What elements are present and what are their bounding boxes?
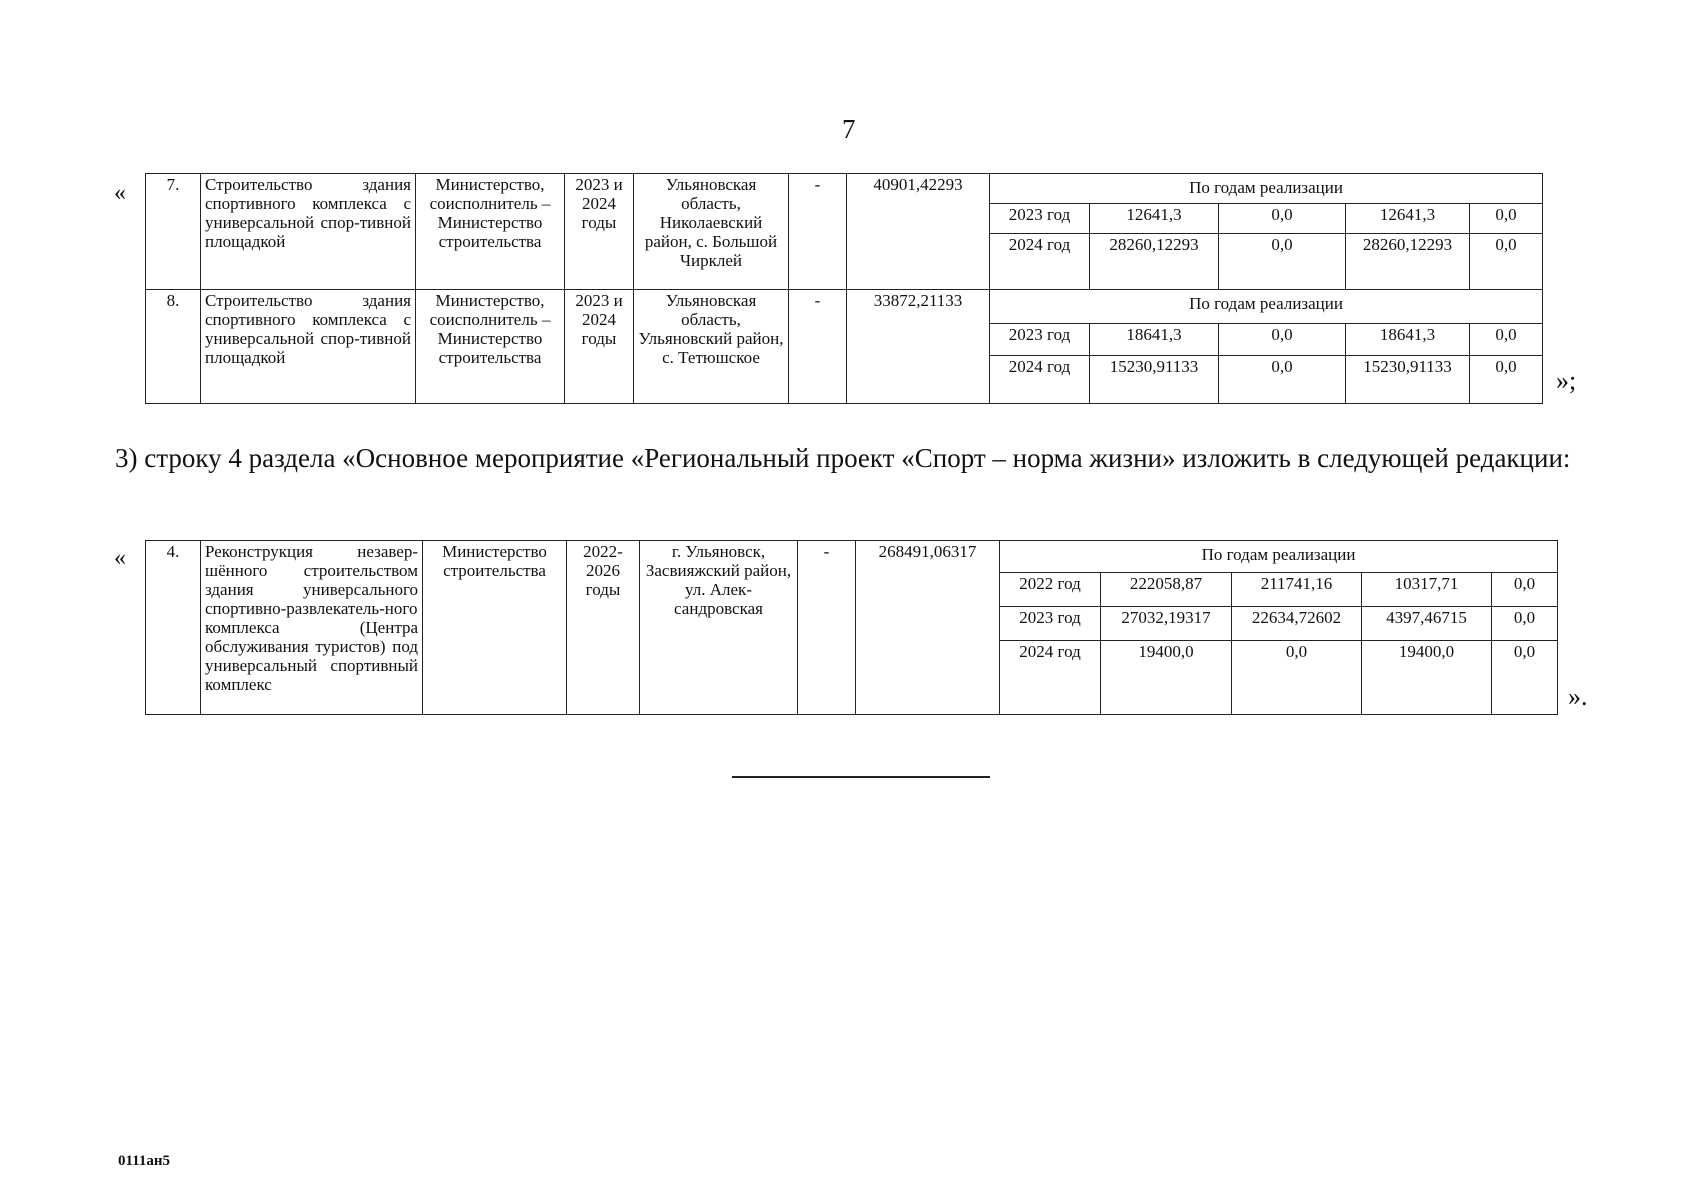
page-number: 7 bbox=[842, 114, 856, 144]
years-header: По годам реализации bbox=[990, 290, 1543, 324]
years-header: По годам реализации bbox=[1000, 541, 1558, 573]
executor: Министерство, соисполнитель – Министерство строительства bbox=[416, 290, 565, 404]
year-value: 4397,46715 bbox=[1362, 607, 1492, 641]
years-header: По годам реализации bbox=[990, 174, 1543, 204]
location: Ульяновская область, Николаевский район, с. Большой Чирклей bbox=[634, 174, 789, 290]
year-value: 211741,16 bbox=[1232, 573, 1362, 607]
projects-table-1 bbox=[145, 173, 1543, 404]
table-row bbox=[146, 290, 1543, 324]
executor: Министерство строительства bbox=[423, 541, 567, 715]
year-value: 0,0 bbox=[1492, 573, 1558, 607]
year-label: 2023 год bbox=[990, 324, 1090, 356]
separator-line bbox=[732, 776, 990, 778]
dash-cell: - bbox=[789, 174, 847, 290]
project-name: Строительство здания спортивного комплекса с универсальной спор-тивной площадкой bbox=[201, 174, 416, 290]
year-value: 19400,0 bbox=[1101, 641, 1232, 715]
year-value: 12641,3 bbox=[1346, 204, 1470, 234]
period: 2023 и 2024 годы bbox=[565, 290, 634, 404]
row-number: 7. bbox=[146, 174, 201, 290]
year-value: 0,0 bbox=[1219, 324, 1346, 356]
year-label: 2022 год bbox=[1000, 573, 1101, 607]
row-number: 4. bbox=[146, 541, 201, 715]
year-value: 222058,87 bbox=[1101, 573, 1232, 607]
year-value: 27032,19317 bbox=[1101, 607, 1232, 641]
year-label: 2024 год bbox=[990, 356, 1090, 404]
year-value: 19400,0 bbox=[1362, 641, 1492, 715]
close-quote-2: ». bbox=[1568, 682, 1588, 711]
open-quote-1: « bbox=[114, 180, 126, 206]
row-number: 8. bbox=[146, 290, 201, 404]
year-label: 2023 год bbox=[1000, 607, 1101, 641]
year-value: 0,0 bbox=[1470, 356, 1543, 404]
year-value: 0,0 bbox=[1470, 324, 1543, 356]
year-value: 18641,3 bbox=[1090, 324, 1219, 356]
year-value: 0,0 bbox=[1219, 234, 1346, 290]
close-quote-1: »; bbox=[1556, 366, 1577, 395]
year-value: 0,0 bbox=[1219, 356, 1346, 404]
year-value: 18641,3 bbox=[1346, 324, 1470, 356]
year-value: 28260,12293 bbox=[1346, 234, 1470, 290]
total-amount: 40901,42293 bbox=[847, 174, 990, 290]
open-quote-2: « bbox=[114, 545, 126, 571]
year-value: 0,0 bbox=[1470, 204, 1543, 234]
year-label: 2023 год bbox=[990, 204, 1090, 234]
period: 2022-2026 годы bbox=[567, 541, 640, 715]
year-value: 0,0 bbox=[1232, 641, 1362, 715]
projects-table-2 bbox=[145, 540, 1558, 715]
year-value: 0,0 bbox=[1492, 607, 1558, 641]
document-code: 0111ан5 bbox=[118, 1153, 170, 1169]
total-amount: 33872,21133 bbox=[847, 290, 990, 404]
year-label: 2024 год bbox=[1000, 641, 1101, 715]
location: Ульяновская область, Ульяновский район, с. Тетюшское bbox=[634, 290, 789, 404]
year-value: 28260,12293 bbox=[1090, 234, 1219, 290]
year-value: 0,0 bbox=[1492, 641, 1558, 715]
location: г. Ульяновск, Засвияжский район, ул. Алек-сандровская bbox=[640, 541, 798, 715]
table-row bbox=[146, 174, 1543, 204]
year-label: 2024 год bbox=[990, 234, 1090, 290]
year-value: 22634,72602 bbox=[1232, 607, 1362, 641]
executor: Министерство, соисполнитель – Министерство строительства bbox=[416, 174, 565, 290]
year-value: 0,0 bbox=[1219, 204, 1346, 234]
year-value: 10317,71 bbox=[1362, 573, 1492, 607]
project-name: Реконструкция незавер-шённого строительством здания универсального спортивно-развлекатель-ного комплекса (Центра обслуживания туристов) под универсальный спортивный комплекс bbox=[201, 541, 423, 715]
project-name: Строительство здания спортивного комплекса с универсальной спор-тивной площадкой bbox=[201, 290, 416, 404]
dash-cell: - bbox=[789, 290, 847, 404]
period: 2023 и 2024 годы bbox=[565, 174, 634, 290]
year-value: 0,0 bbox=[1470, 234, 1543, 290]
total-amount: 268491,06317 bbox=[856, 541, 1000, 715]
year-value: 12641,3 bbox=[1090, 204, 1219, 234]
instruction-paragraph: 3) строку 4 раздела «Основное мероприятие «Региональный проект «Спорт – норма жизни» изложить в следующей редакции: bbox=[115, 443, 1571, 473]
year-value: 15230,91133 bbox=[1090, 356, 1219, 404]
dash-cell: - bbox=[798, 541, 856, 715]
year-value: 15230,91133 bbox=[1346, 356, 1470, 404]
table-row bbox=[146, 541, 1558, 573]
